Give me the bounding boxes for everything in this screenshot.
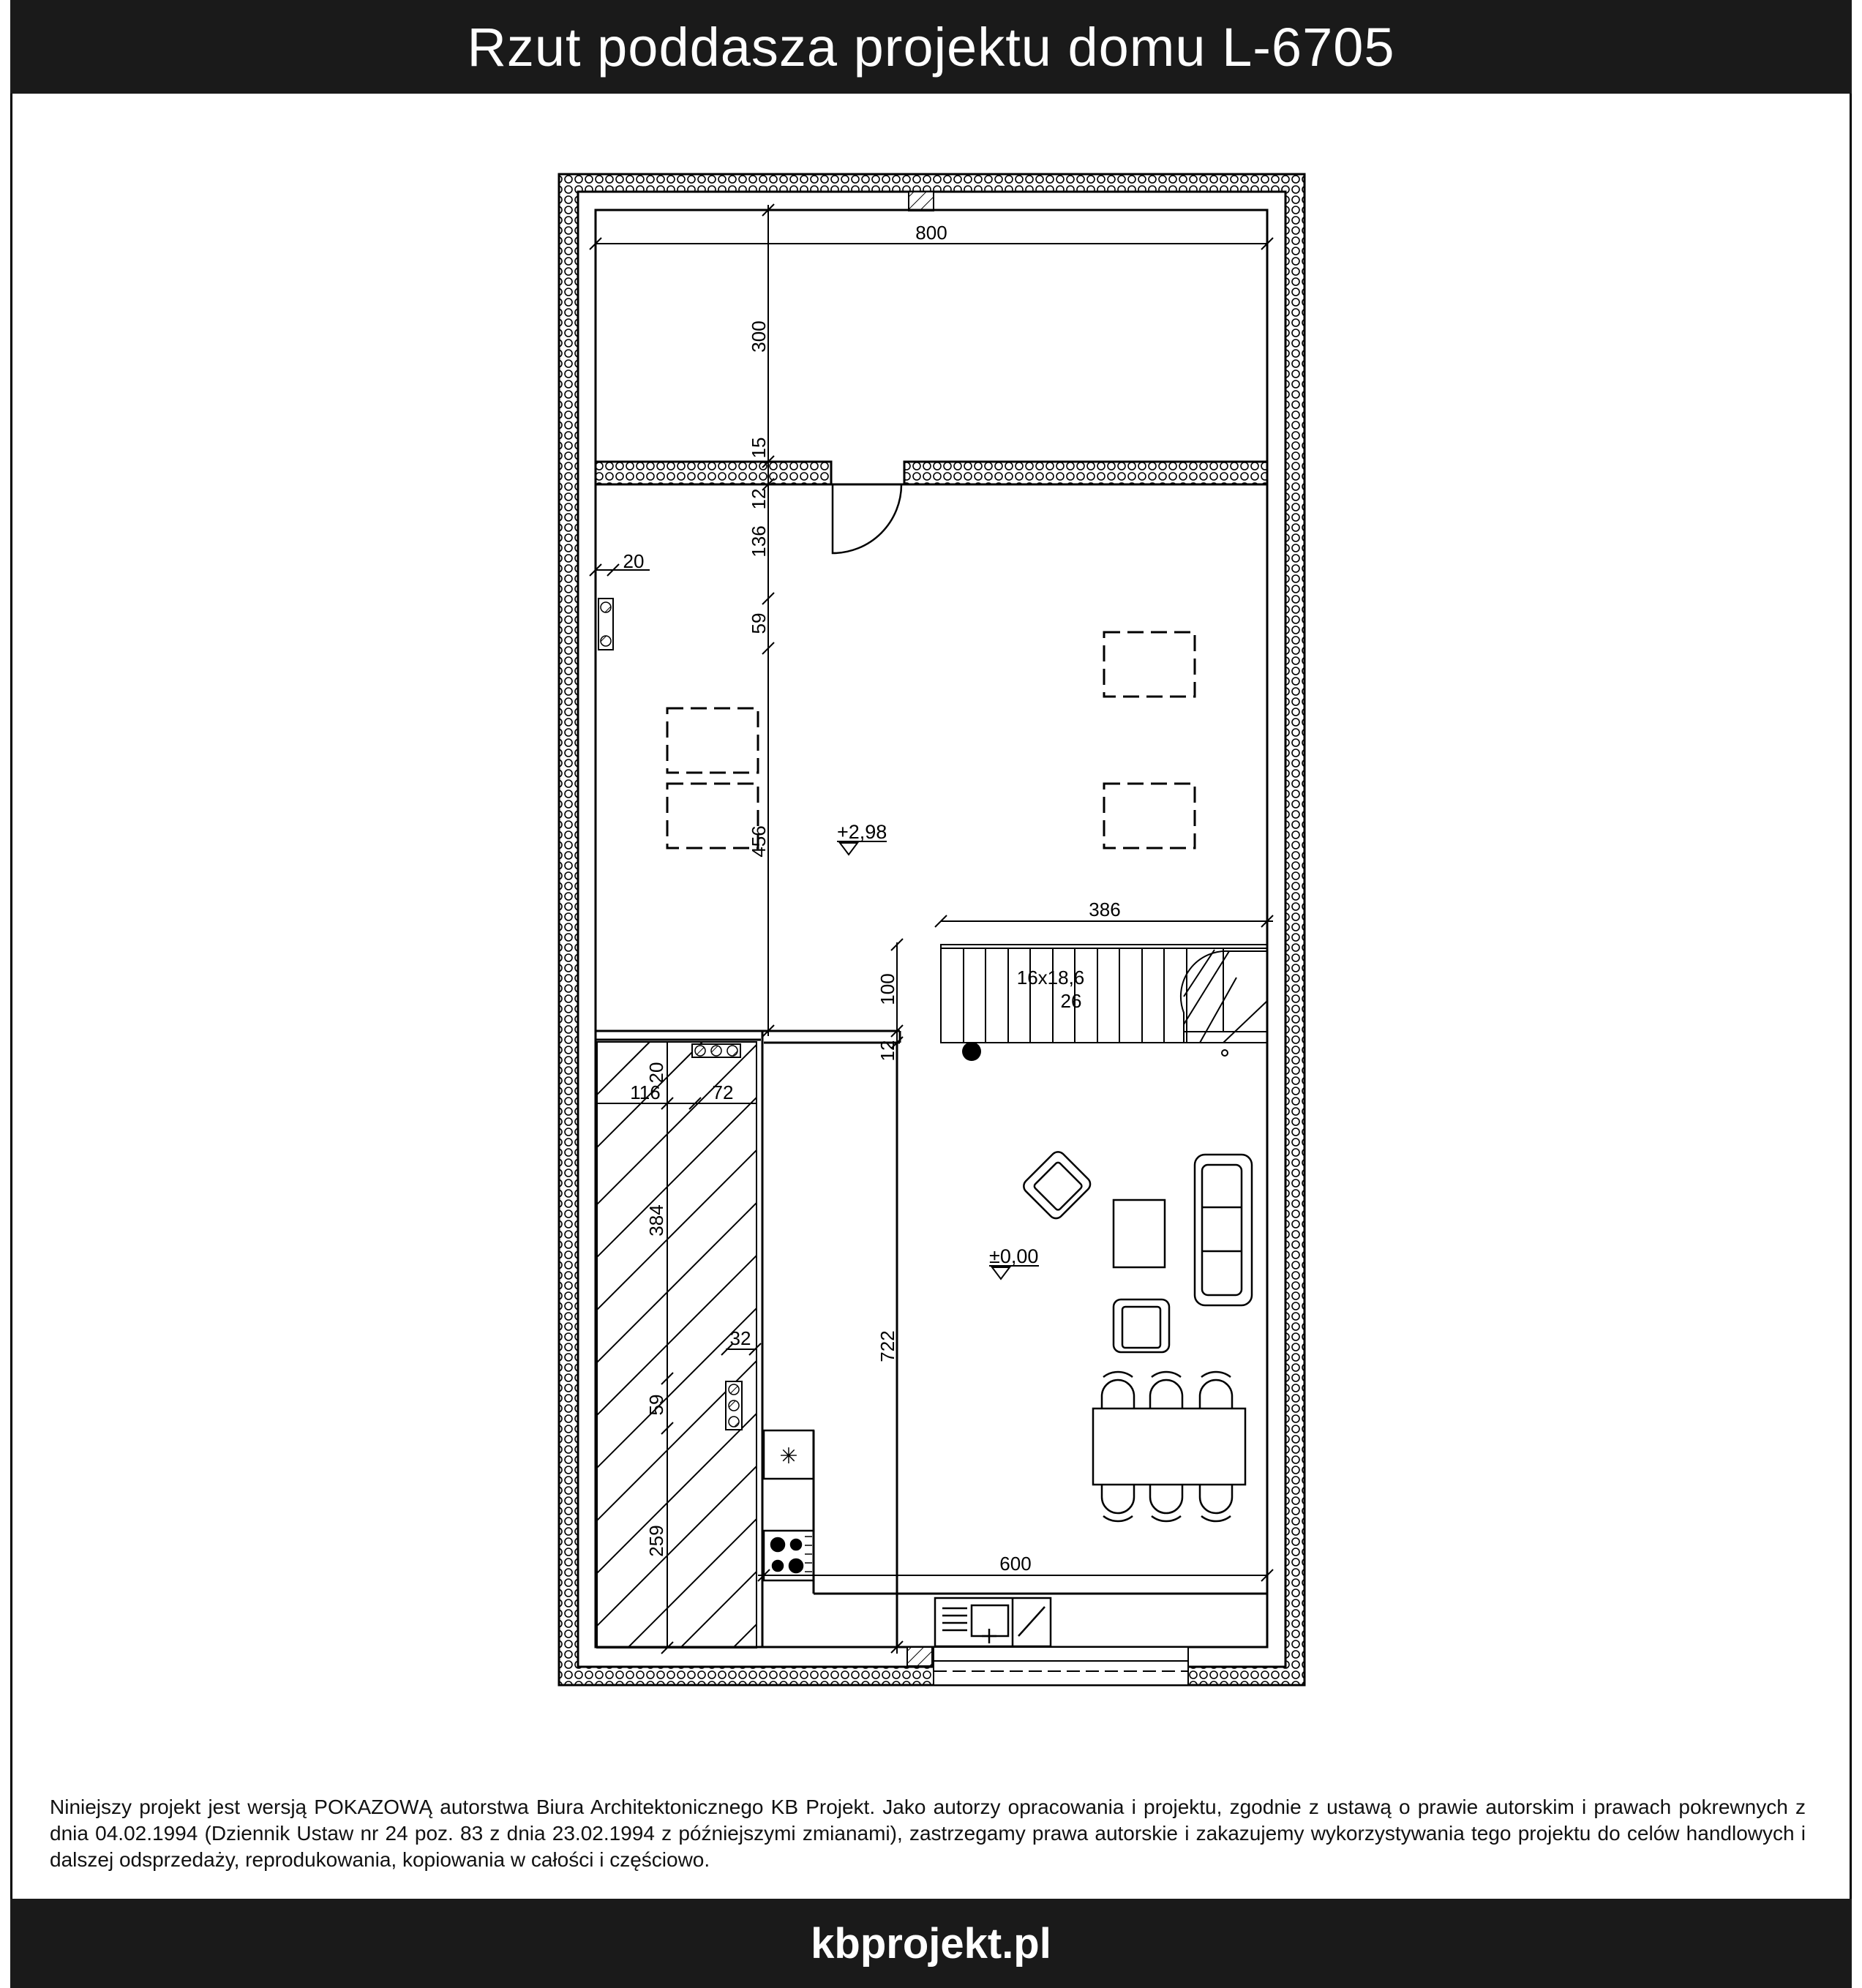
dim-722: 722 [876, 1330, 898, 1362]
copyright-disclaimer: Niniejszy projekt jest wersją POKAZOWĄ autorstwa Biura Architektonicznego KB Projekt. Jako autorzy opracowania i projektu, zgodnie z ustawą o prawie autorskim i prawach pokrewnych z dnia 04.02.1994 (Dziennik Ustaw nr 24 poz. 83 z dnia 23.02.1994 z późniejszymi zmianami), zastrzegamy prawa autorskie i zakazujemy wykorzystywania tego projektu do celów handlowych i dalszej odsprzedaży, reprodukowania, kopiowania w całości i częściowo. [50, 1796, 1806, 1871]
dim-15: 15 [748, 437, 770, 459]
dim-456: 456 [748, 825, 770, 858]
level-markers [837, 821, 1039, 1279]
dim-12-lower: 12 [876, 1040, 898, 1062]
dim-32: 32 [729, 1327, 751, 1349]
dim-136: 136 [748, 525, 770, 558]
kitchen [764, 1430, 1051, 1646]
chimney-top [909, 192, 934, 211]
dim-59-upper: 59 [748, 612, 770, 634]
dim-259: 259 [645, 1525, 667, 1557]
dim-600: 600 [999, 1553, 1032, 1575]
footer-bar [10, 1899, 1852, 1988]
page-title: Rzut poddasza projektu domu L-6705 [467, 16, 1395, 78]
bottom-window [907, 1647, 1188, 1685]
flue-upper-left [598, 599, 613, 650]
interior-walls [596, 210, 1267, 1647]
outer-wall [559, 174, 1304, 1685]
dim-384: 384 [645, 1204, 667, 1237]
dim-116: 116 [630, 1081, 661, 1103]
footer-url[interactable]: kbprojekt.pl [811, 1919, 1051, 1968]
dim-20-lower: 20 [645, 1062, 667, 1084]
living-furniture [1021, 1149, 1252, 1521]
stairs-tread: 26 [1060, 990, 1082, 1012]
svg-text:✳: ✳ [779, 1444, 798, 1469]
dim-20-upper: 20 [623, 550, 645, 572]
dimension-lines [590, 204, 1273, 1654]
dim-59-lower: 59 [645, 1394, 667, 1416]
stairs-steps: 16x18,6 [1016, 967, 1085, 989]
roof-windows [667, 632, 1195, 848]
dim-300: 300 [748, 320, 770, 353]
dimension-labels [623, 222, 1121, 1575]
dim-100: 100 [876, 973, 898, 1005]
level-upper: +2,98 [837, 821, 887, 843]
column [962, 1042, 981, 1061]
dim-12-upper: 12 [748, 488, 770, 510]
stairs [941, 945, 1267, 1056]
dim-800: 800 [915, 222, 947, 244]
dim-386: 386 [1089, 899, 1121, 920]
level-ground: ±0,00 [989, 1245, 1039, 1267]
dim-72: 72 [712, 1081, 734, 1103]
